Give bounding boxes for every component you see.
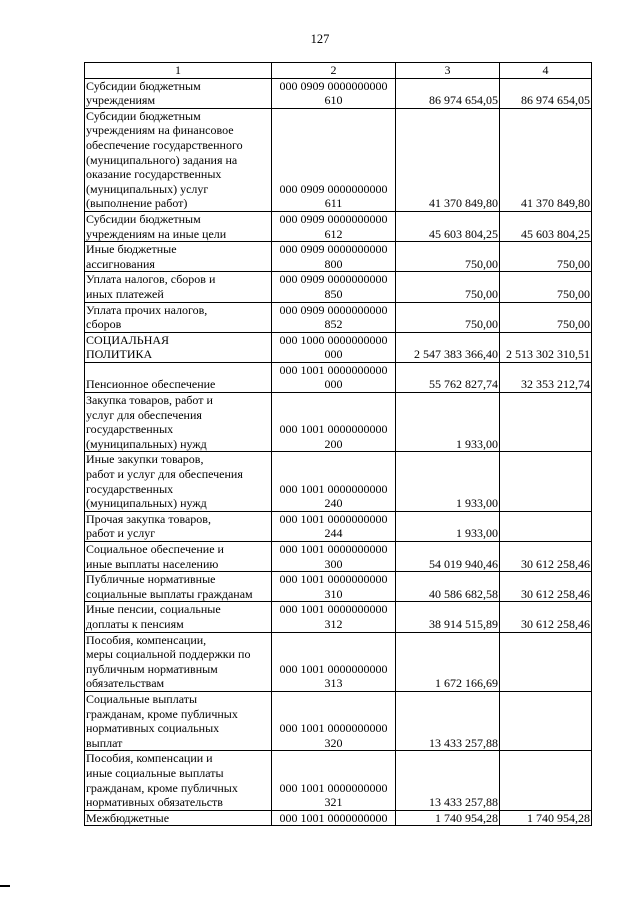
row-name-text: Иные пенсии, социальные доплаты к пенсиям xyxy=(86,602,221,631)
row-name-cell xyxy=(85,242,272,272)
row-name-text: Субсидии бюджетным учреждениям на финансовое обеспечение государственного (муниципального) задания на оказание государственных (муниципальных) услуг (выполнение работ) xyxy=(86,108,243,211)
budget-table xyxy=(84,62,592,826)
table-header-row xyxy=(85,63,592,79)
row-code-cell: 000 1001 0000000000 313 xyxy=(272,632,396,691)
row-code-cell: 000 0909 0000000000 852 xyxy=(272,302,396,332)
row-name-text: Прочая закупка товаров, работ и услуг xyxy=(86,511,211,541)
row-code-cell: 000 1001 0000000000 000 xyxy=(272,362,396,392)
row-name-cell xyxy=(85,393,272,452)
row-code-cell: 000 0909 0000000000 800 xyxy=(272,242,396,272)
row-name-cell xyxy=(85,78,272,108)
row-code-cell: 000 0909 0000000000 610 xyxy=(272,78,396,108)
row-code-cell: 000 1001 0000000000 320 xyxy=(272,691,396,750)
table-row xyxy=(85,272,592,302)
row-name-text: Пособия, компенсации, меры социальной поддержки по публичным нормативным обязательствам xyxy=(86,632,251,691)
row-value-exec-cell: 750,00 xyxy=(500,242,592,272)
row-name-cell xyxy=(85,302,272,332)
table-row xyxy=(85,78,592,108)
column-header-3: 3 xyxy=(396,63,500,79)
row-value-plan-cell: 750,00 xyxy=(396,272,500,302)
row-value-exec-cell: 750,00 xyxy=(500,272,592,302)
table-row xyxy=(85,572,592,602)
row-code-cell: 000 1001 0000000000 xyxy=(272,810,396,826)
row-name-cell xyxy=(85,452,272,511)
row-value-plan-cell: 54 019 940,46 xyxy=(396,542,500,572)
row-name-cell xyxy=(85,572,272,602)
row-value-exec-cell: 30 612 258,46 xyxy=(500,602,592,632)
column-header-2: 2 xyxy=(272,63,396,79)
row-value-plan-cell: 45 603 804,25 xyxy=(396,211,500,241)
row-value-exec-cell xyxy=(500,511,592,541)
table-row xyxy=(85,602,592,632)
row-value-plan-cell: 1 740 954,28 xyxy=(396,810,500,826)
table-row xyxy=(85,452,592,511)
row-name-cell xyxy=(85,602,272,632)
row-name-text: Иные закупки товаров, работ и услуг для обеспечения государственных (муниципальных) нужд xyxy=(86,452,243,511)
row-value-plan-cell: 86 974 654,05 xyxy=(396,78,500,108)
row-value-exec-cell: 2 513 302 310,51 xyxy=(500,332,592,362)
row-value-plan-cell: 38 914 515,89 xyxy=(396,602,500,632)
row-value-exec-cell: 750,00 xyxy=(500,302,592,332)
row-name-cell xyxy=(85,632,272,691)
row-name-cell xyxy=(85,362,272,392)
row-name-text: Субсидии бюджетным учреждениям на иные цели xyxy=(86,211,227,241)
row-code-cell: 000 1001 0000000000 300 xyxy=(272,542,396,572)
row-code-cell: 000 0909 0000000000 612 xyxy=(272,211,396,241)
row-value-plan-cell: 55 762 827,74 xyxy=(396,362,500,392)
row-code-cell: 000 1001 0000000000 310 xyxy=(272,572,396,602)
row-value-plan-cell: 1 672 166,69 xyxy=(396,632,500,691)
column-header-1: 1 xyxy=(85,63,272,79)
table-row xyxy=(85,751,592,810)
row-value-plan-cell: 750,00 xyxy=(396,242,500,272)
row-value-plan-cell: 1 933,00 xyxy=(396,511,500,541)
row-value-plan-cell: 41 370 849,80 xyxy=(396,108,500,211)
row-name-text: Социальные выплаты гражданам, кроме публичных нормативных социальных выплат xyxy=(86,691,238,750)
row-code-cell: 000 1000 0000000000 000 xyxy=(272,332,396,362)
row-value-exec-cell: 86 974 654,05 xyxy=(500,78,592,108)
row-name-cell xyxy=(85,691,272,750)
row-value-plan-cell: 13 433 257,88 xyxy=(396,691,500,750)
row-name-text: Уплата прочих налогов, сборов xyxy=(86,302,208,332)
row-code-cell: 000 1001 0000000000 312 xyxy=(272,602,396,632)
row-value-exec-cell: 1 740 954,28 xyxy=(500,810,592,826)
row-code-cell: 000 1001 0000000000 240 xyxy=(272,452,396,511)
column-header-4: 4 xyxy=(500,63,592,79)
row-code-cell: 000 1001 0000000000 244 xyxy=(272,511,396,541)
row-name-cell xyxy=(85,211,272,241)
row-name-text: Межбюджетные xyxy=(86,810,170,825)
row-name-cell xyxy=(85,542,272,572)
table-row xyxy=(85,362,592,392)
row-code-cell: 000 0909 0000000000 611 xyxy=(272,108,396,211)
row-name-text: Субсидии бюджетным учреждениям xyxy=(86,78,201,108)
row-value-exec-cell xyxy=(500,691,592,750)
table-row xyxy=(85,211,592,241)
table-row xyxy=(85,302,592,332)
row-name-text: Социальное обеспечение и иные выплаты населению xyxy=(86,542,224,571)
row-name-cell xyxy=(85,272,272,302)
row-name-text: Публичные нормативные социальные выплаты гражданам xyxy=(86,572,253,601)
row-value-exec-cell: 41 370 849,80 xyxy=(500,108,592,211)
table-row xyxy=(85,242,592,272)
row-name-text: Пенсионное обеспечение xyxy=(86,377,216,392)
row-name-cell xyxy=(85,810,272,826)
row-value-plan-cell: 13 433 257,88 xyxy=(396,751,500,810)
row-code-cell: 000 1001 0000000000 321 xyxy=(272,751,396,810)
row-name-cell xyxy=(85,751,272,810)
table-row xyxy=(85,632,592,691)
row-value-plan-cell: 1 933,00 xyxy=(396,393,500,452)
row-value-exec-cell xyxy=(500,452,592,511)
margin-mark xyxy=(0,885,10,887)
row-value-exec-cell: 45 603 804,25 xyxy=(500,211,592,241)
row-value-exec-cell: 30 612 258,46 xyxy=(500,542,592,572)
row-value-exec-cell xyxy=(500,751,592,810)
row-code-cell: 000 1001 0000000000 200 xyxy=(272,393,396,452)
table-row xyxy=(85,332,592,362)
row-name-text: Закупка товаров, работ и услуг для обеспечения государственных (муниципальных) нужд xyxy=(86,393,213,451)
row-value-exec-cell xyxy=(500,393,592,452)
table-row xyxy=(85,691,592,750)
row-code-cell: 000 0909 0000000000 850 xyxy=(272,272,396,302)
row-name-text: Уплата налогов, сборов и иных платежей xyxy=(86,272,216,301)
table-row xyxy=(85,511,592,541)
row-name-cell xyxy=(85,332,272,362)
table-row xyxy=(85,108,592,211)
row-value-exec-cell xyxy=(500,632,592,691)
table-row xyxy=(85,393,592,452)
row-name-cell xyxy=(85,108,272,211)
row-name-text: СОЦИАЛЬНАЯ ПОЛИТИКА xyxy=(86,332,170,362)
row-name-cell xyxy=(85,511,272,541)
page-number: 127 xyxy=(310,32,330,46)
table-row xyxy=(85,810,592,826)
row-value-plan-cell: 750,00 xyxy=(396,302,500,332)
row-name-text: Иные бюджетные ассигнования xyxy=(86,242,177,271)
row-name-text: Пособия, компенсации и иные социальные выплаты гражданам, кроме публичных нормативных обязательств xyxy=(86,751,238,810)
row-value-plan-cell: 40 586 682,58 xyxy=(396,572,500,602)
row-value-plan-cell: 1 933,00 xyxy=(396,452,500,511)
row-value-plan-cell: 2 547 383 366,40 xyxy=(396,332,500,362)
row-value-exec-cell: 32 353 212,74 xyxy=(500,362,592,392)
table-row xyxy=(85,542,592,572)
row-value-exec-cell: 30 612 258,46 xyxy=(500,572,592,602)
